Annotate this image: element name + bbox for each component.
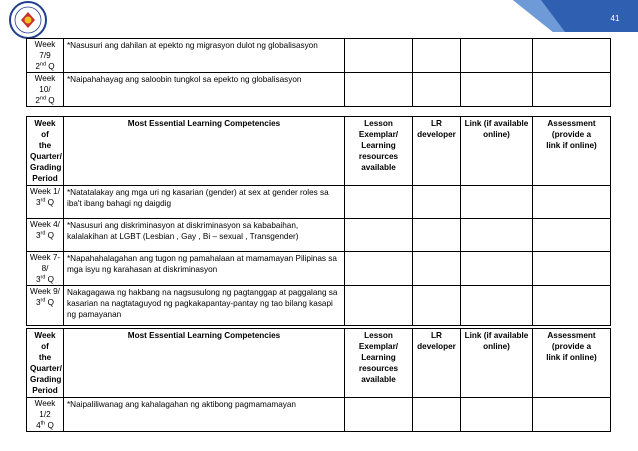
- competency-cell: *Natatalakay ang mga uri ng kasarian (gender) at sex at gender roles sa iba't ibang bahagi ng daigdig: [64, 186, 345, 219]
- table-row: [27, 398, 611, 432]
- empty-cell: [345, 39, 413, 73]
- empty-cell: [345, 186, 413, 219]
- table-row: [27, 286, 611, 326]
- competency-table-q3: [26, 116, 611, 326]
- week-cell: Week 9/ 3rd Q: [27, 286, 64, 326]
- empty-cell: [461, 219, 533, 252]
- empty-cell: [461, 286, 533, 326]
- competency-cell: *Naipaliliwanag ang kahalagahan ng aktibong pagmamamayan: [64, 398, 345, 432]
- header-row: [27, 117, 611, 186]
- competency-cell: *Nasusuri ang dahilan at epekto ng migrasyon dulot ng globalisasyon: [64, 39, 345, 73]
- header-week: Week of the Quarter/ Grading Period: [27, 329, 64, 398]
- empty-cell: [413, 73, 461, 107]
- competency-cell: *Naipahahayag ang saloobin tungkol sa epekto ng globalisasyon: [64, 73, 345, 107]
- empty-cell: [413, 219, 461, 252]
- header-mec: Most Essential Learning Competencies: [64, 117, 345, 186]
- header-row: [27, 329, 611, 398]
- empty-cell: [461, 39, 533, 73]
- competency-table-q2: [26, 38, 611, 107]
- header-link: Link (if available online): [461, 117, 533, 186]
- empty-cell: [345, 398, 413, 432]
- empty-cell: [461, 252, 533, 286]
- header-link: Link (if available online): [461, 329, 533, 398]
- week-cell: Week 4/ 3rd Q: [27, 219, 64, 252]
- header-mec: Most Essential Learning Competencies: [64, 329, 345, 398]
- empty-cell: [533, 186, 611, 219]
- empty-cell: [413, 286, 461, 326]
- deped-seal-logo: [8, 0, 48, 40]
- empty-cell: [345, 73, 413, 107]
- header-lesson: Lesson Exemplar/ Learning resources available: [345, 329, 413, 398]
- empty-cell: [345, 286, 413, 326]
- empty-cell: [413, 398, 461, 432]
- empty-cell: [461, 398, 533, 432]
- empty-cell: [533, 73, 611, 107]
- week-cell: Week 10/ 2nd Q: [27, 73, 64, 107]
- page-number: 41: [610, 14, 620, 23]
- empty-cell: [413, 252, 461, 286]
- empty-cell: [533, 252, 611, 286]
- competency-cell: Nakagagawa ng hakbang na nagsusulong ng pagtanggap at paggalang sa kasarian na nagtataguyod ng pagkakapantay-pantay ng tao bilang kasapi ng pamayanan: [64, 286, 345, 326]
- table-row: [27, 39, 611, 73]
- header-assessment: Assessment (provide a link if online): [533, 117, 611, 186]
- table-row: [27, 73, 611, 107]
- empty-cell: [461, 73, 533, 107]
- week-cell: Week 7/9 2nd Q: [27, 39, 64, 73]
- week-cell: Week 1/2 4th Q: [27, 398, 64, 432]
- header-assessment: Assessment (provide a link if online): [533, 329, 611, 398]
- empty-cell: [533, 398, 611, 432]
- competency-cell: *Napahahalagahan ang tugon ng pamahalaan at mamamayan Pilipinas sa mga isyu ng karahasan at diskriminasyon: [64, 252, 345, 286]
- empty-cell: [533, 286, 611, 326]
- empty-cell: [533, 39, 611, 73]
- empty-cell: [413, 186, 461, 219]
- empty-cell: [461, 186, 533, 219]
- table-row: [27, 219, 611, 252]
- competency-cell: *Nasusuri ang diskriminasyon at diskriminasyon sa kababaihan, kalalakihan at LGBT (Lesbian , Gay , Bi – sexual , Transgender): [64, 219, 345, 252]
- empty-cell: [533, 219, 611, 252]
- table-row: [27, 252, 611, 286]
- header-lesson: Lesson Exemplar/ Learning resources available: [345, 117, 413, 186]
- empty-cell: [413, 39, 461, 73]
- header-lr: LR developer: [413, 329, 461, 398]
- table-row: [27, 186, 611, 219]
- header-lr: LR developer: [413, 117, 461, 186]
- week-cell: Week 1/ 3rd Q: [27, 186, 64, 219]
- empty-cell: [345, 252, 413, 286]
- competency-table-q4: [26, 328, 611, 432]
- header-week: Week of the Quarter/ Grading Period: [27, 117, 64, 186]
- empty-cell: [345, 219, 413, 252]
- week-cell: Week 7- 8/ 3rd Q: [27, 252, 64, 286]
